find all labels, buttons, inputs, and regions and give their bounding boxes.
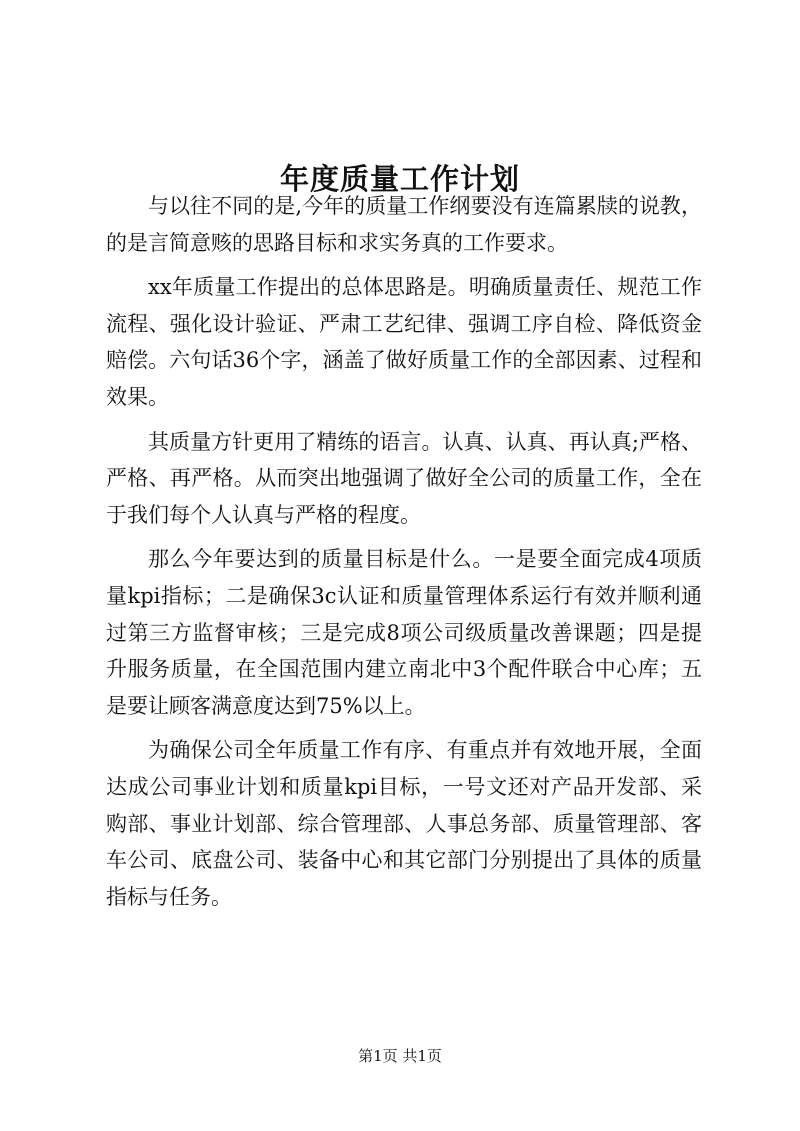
paragraph-quality-goals: 那么今年要达到的质量目标是什么。一是要全面完成4项质量kpi指标；二是确保3c认证和质量管理体系运行有效并顺利通过第三方监督审核；三是完成8项公司级质量改善课题；四是提升服务质量，在全国范围内建立南北中3个配件联合中心库；五是要让顾客满意度达到75%以上。 <box>106 547 702 718</box>
page-footer: 第1页 共1页 <box>358 1047 442 1065</box>
paragraph-intro: 与以往不同的是,今年的质量工作纲要没有连篇累牍的说教，的是言简意赅的思路目标和求实务真的工作要求。 <box>106 194 702 255</box>
document-title: 年度质量工作计划 <box>279 162 520 197</box>
paragraph-quality-policy: 其质量方针更用了精练的语言。认真、认真、再认真;严格、严格、再严格。从而突出地强调了做好全公司的质量工作，全在于我们每个人认真与严格的程度。 <box>106 429 702 527</box>
document-body <box>106 188 702 923</box>
paragraph-overall-approach: xx年质量工作提出的总体思路是。明确质量责任、规范工作流程、强化设计验证、严肃工艺纪律、强调工序自检、降低资金赔偿。六句话36个字，涵盖了做好质量工作的全部因素、过程和效果。 <box>106 275 702 409</box>
paragraph-department-tasks: 为确保公司全年质量工作有序、有重点并有效地开展，全面达成公司事业计划和质量kpi目标，一号文还对产品开发部、采购部、事业计划部、综合管理部、人事总务部、质量管理部、客车公司、底盘公司、装备中心和其它部门分别提出了具体的质量指标与任务。 <box>106 738 702 909</box>
